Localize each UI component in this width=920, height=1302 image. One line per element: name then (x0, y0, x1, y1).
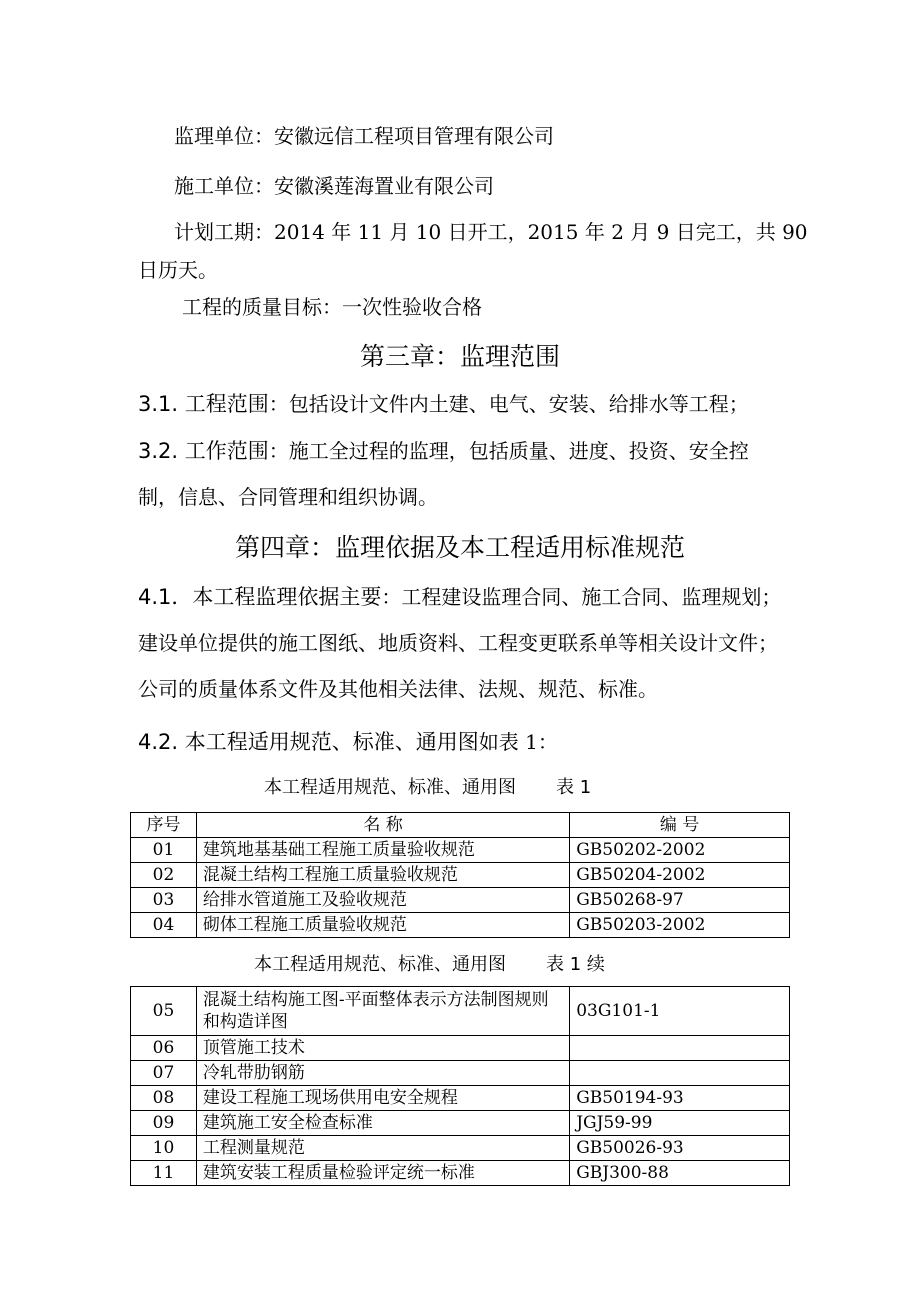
table-row (131, 1036, 790, 1061)
row-code (570, 1036, 790, 1061)
row-code: GB50203-2002 (570, 913, 790, 938)
row-name: 混凝土结构施工图-平面整体表示方法制图规则和构造详图 (196, 987, 569, 1036)
section-3-1-label: 3.1. 工程范围 (138, 392, 269, 416)
table-1-caption-number: 表 1 (556, 777, 592, 798)
table-row (131, 1161, 790, 1186)
table-header-row (131, 813, 790, 838)
table-row (131, 913, 790, 938)
section-4-2-text: 如表 1： (478, 730, 558, 754)
section-4-2 (138, 728, 558, 756)
row-index: 11 (131, 1161, 197, 1186)
chapter-4-title: 第四章：监理依据及本工程适用标准规范 (234, 533, 685, 562)
row-index: 09 (131, 1111, 197, 1136)
row-code: GB50026-93 (570, 1136, 790, 1161)
section-3-2-label: 3.2. 工作范围 (138, 439, 269, 463)
row-code: GBJ300-88 (570, 1161, 790, 1186)
header-index: 序号 (131, 813, 197, 838)
row-name: 顶管施工技术 (196, 1036, 569, 1061)
row-code: JGJ59-99 (570, 1111, 790, 1136)
row-code: GB50268-97 (570, 888, 790, 913)
supervisor-unit: 监理单位：安徽远信工程项目管理有限公司 (174, 124, 554, 148)
section-4-1-text: ：工程建设监理合同、施工合同、监理规划；建设单位提供的施工图纸、地质资料、工程变更联系单等相关设计文件；公司的质量体系文件及其他相关法律、法规、规范、标准。 (138, 585, 782, 701)
row-index: 01 (131, 838, 197, 863)
standards-table-1-continued (130, 986, 790, 1186)
section-3-2-text: ：施工全过程的监理，包括质量、进度、投资、安全控制，信息、合同管理和组织协调。 (138, 439, 749, 509)
table-row (131, 888, 790, 913)
table-row (131, 1111, 790, 1136)
schedule-line-2: 日历天。 (138, 258, 218, 282)
table-row (131, 838, 790, 863)
row-index: 07 (131, 1061, 197, 1086)
row-index: 10 (131, 1136, 197, 1161)
section-4-1-label: 4.1．本工程监理依据主要 (138, 585, 382, 609)
row-code: GB50194-93 (570, 1086, 790, 1111)
table-1-continued-caption-number: 表 1 续 (546, 954, 605, 975)
header-code: 编 号 (570, 813, 790, 838)
row-name: 砌体工程施工质量验收规范 (196, 913, 569, 938)
section-4-2-label: 4.2. 本工程适用规范、标准、通用图 (138, 730, 479, 754)
row-index: 05 (131, 987, 197, 1036)
row-code: GB50204-2002 (570, 863, 790, 888)
table-row (131, 1136, 790, 1161)
row-name: 建筑施工安全检查标准 (196, 1111, 569, 1136)
chapter-3-title: 第三章：监理范围 (359, 342, 560, 371)
row-name: 混凝土结构工程施工质量验收规范 (196, 863, 569, 888)
contractor-unit: 施工单位：安徽溪莲海置业有限公司 (174, 174, 494, 198)
section-3-2 (138, 428, 788, 520)
row-name: 建筑安装工程质量检验评定统一标准 (196, 1161, 569, 1186)
table-1-caption-title: 本工程适用规范、标准、通用图 (264, 777, 516, 798)
row-index: 06 (131, 1036, 197, 1061)
row-index: 08 (131, 1086, 197, 1111)
table-1-continued-caption-title: 本工程适用规范、标准、通用图 (254, 954, 506, 975)
section-4-1 (138, 574, 788, 712)
table-row (131, 1086, 790, 1111)
row-code: 03G101-1 (570, 987, 790, 1036)
section-3-1-text: ：包括设计文件内土建、电气、安装、给排水等工程； (268, 392, 749, 416)
row-name: 工程测量规范 (196, 1136, 569, 1161)
row-index: 03 (131, 888, 197, 913)
row-code (570, 1061, 790, 1086)
row-name: 建设工程施工现场供用电安全规程 (196, 1086, 569, 1111)
table-row (131, 1061, 790, 1086)
row-index: 04 (131, 913, 197, 938)
row-name: 给排水管道施工及验收规范 (196, 888, 569, 913)
schedule-line-1: 计划工期：2014 年 11 月 10 日开工，2015 年 2 月 9 日完工，共 90 (174, 220, 808, 244)
table-row (131, 987, 790, 1036)
quality-goal: 工程的质量目标：一次性验收合格 (182, 295, 482, 319)
header-name: 名 称 (196, 813, 569, 838)
row-name: 建筑地基基础工程施工质量验收规范 (196, 838, 569, 863)
standards-table-1 (130, 812, 790, 938)
table-1-caption (264, 776, 591, 800)
table-row (131, 863, 790, 888)
row-index: 02 (131, 863, 197, 888)
row-code: GB50202-2002 (570, 838, 790, 863)
row-name: 冷轧带肋钢筋 (196, 1061, 569, 1086)
section-3-1 (138, 390, 749, 418)
table-1-continued-caption (254, 953, 605, 977)
